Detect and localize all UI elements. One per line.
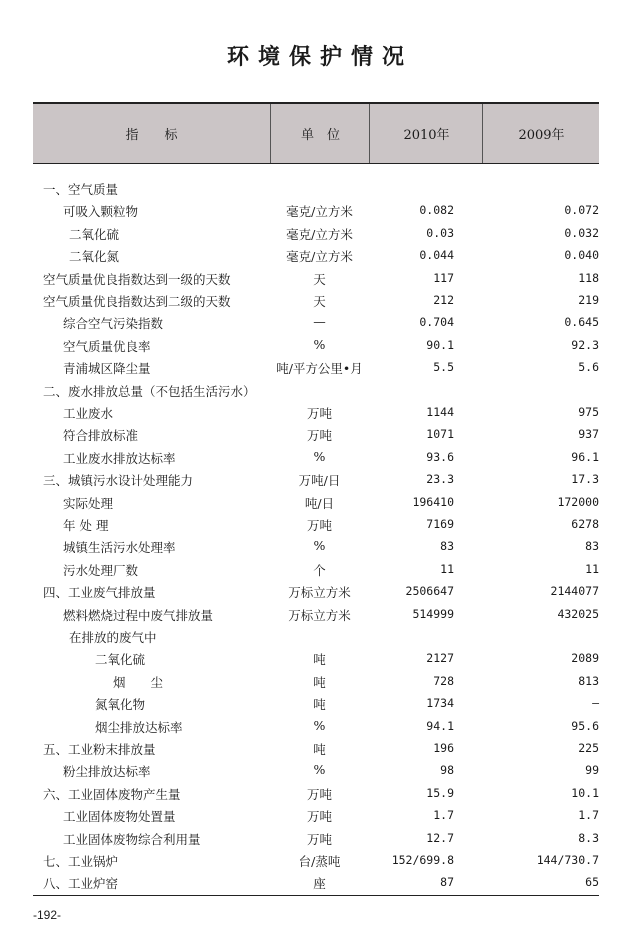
- row-value-2010: 23.3: [426, 472, 454, 487]
- table-row: [33, 715, 599, 737]
- row-indicator: 污水处理厂数: [63, 562, 139, 578]
- row-indicator: 工业固体废物综合利用量: [63, 831, 201, 847]
- table-row: [33, 244, 599, 266]
- row-value-2010: 2127: [426, 651, 454, 666]
- table-row: [33, 692, 599, 714]
- row-value-2009: 118: [578, 270, 599, 285]
- row-value-2009: 92.3: [571, 337, 599, 352]
- row-unit: 万吨: [306, 518, 332, 533]
- row-value-2009: 172000: [557, 494, 599, 509]
- row-value-2010: 0.082: [419, 203, 454, 218]
- row-value-2009: 8.3: [578, 830, 599, 845]
- row-unit: 座: [313, 876, 326, 892]
- row-indicator: 青浦城区降尘量: [63, 361, 151, 377]
- row-value-2010: 5.5: [433, 360, 454, 375]
- table-bottom-rule: [33, 895, 599, 896]
- row-value-2009: 11: [585, 561, 599, 576]
- row-value-2009: 144/730.7: [536, 853, 599, 867]
- row-indicator: 六、工业固体废物产生量: [43, 786, 181, 802]
- table-row: [33, 334, 599, 356]
- row-indicator: 工业废水排放达标率: [63, 450, 176, 466]
- table-row: [33, 199, 599, 221]
- row-indicator: 工业废水: [63, 406, 114, 421]
- row-value-2010: 12.7: [426, 830, 454, 845]
- row-unit: 万标立方米: [288, 585, 351, 601]
- row-value-2009: 17.3: [571, 472, 599, 487]
- row-indicator: 城镇生活污水处理率: [63, 540, 176, 556]
- table-row: [33, 782, 599, 804]
- row-indicator: 二、废水排放总量（不包括生活污水）: [43, 383, 256, 399]
- row-value-2010: 196: [433, 741, 454, 755]
- row-value-2009: 813: [578, 673, 599, 688]
- row-indicator: 空气质量优良率: [63, 338, 151, 354]
- row-unit: 毫克/立方米: [286, 204, 353, 220]
- row-indicator: 可吸入颗粒物: [63, 204, 139, 220]
- table-row: [33, 759, 599, 781]
- row-value-2009: 99: [585, 763, 599, 778]
- table-row: [33, 558, 599, 580]
- table-row: [33, 446, 599, 468]
- table-row: [33, 311, 599, 333]
- row-indicator: 五、工业粉末排放量: [43, 742, 156, 757]
- row-value-2010: 7169: [426, 517, 454, 531]
- row-value-2010: 2506647: [405, 584, 454, 599]
- row-unit: %: [313, 448, 326, 464]
- row-unit: 万吨/日: [298, 473, 341, 489]
- table-row: [33, 737, 599, 759]
- table-row: [33, 849, 599, 871]
- row-unit: 吨: [313, 742, 326, 757]
- row-indicator: 综合空气污染指数: [63, 316, 164, 332]
- row-value-2009: 975: [578, 405, 599, 419]
- table-header: [33, 104, 599, 164]
- row-value-2009: 225: [578, 741, 599, 755]
- row-value-2009: 0.072: [564, 203, 599, 218]
- header-year-2010: 2010年: [369, 104, 483, 163]
- row-value-2010: 196410: [412, 494, 454, 509]
- row-unit: 万吨: [306, 428, 332, 444]
- row-unit: 毫克/立方米: [286, 249, 353, 265]
- table-row: [33, 804, 599, 826]
- table-row: [33, 670, 599, 692]
- row-value-2010: 1734: [426, 696, 454, 711]
- row-value-2010: 15.9: [426, 785, 454, 800]
- row-value-2009: 0.645: [564, 315, 599, 330]
- row-value-2009: 10.1: [571, 785, 599, 800]
- row-unit: 万吨: [306, 809, 332, 825]
- row-indicator: 粉尘排放达标率: [63, 764, 151, 780]
- row-unit: 万标立方米: [288, 607, 351, 623]
- row-value-2010: 83: [440, 539, 454, 554]
- row-indicator: 空气质量优良指数达到二级的天数: [43, 294, 231, 309]
- table-row: [33, 535, 599, 557]
- table-row: [33, 827, 599, 849]
- row-value-2009: 2089: [571, 651, 599, 666]
- row-indicator: 工业固体废物处置量: [63, 809, 176, 825]
- row-indicator: 一、空气质量: [43, 182, 119, 197]
- row-value-2010: 0.03: [426, 225, 454, 240]
- table-row: [33, 177, 599, 199]
- row-indicator: 二氧化氮: [69, 249, 120, 265]
- table-row: [33, 580, 599, 602]
- row-unit: %: [313, 336, 326, 352]
- row-value-2009: 83: [585, 539, 599, 554]
- row-value-2010: 212: [433, 293, 454, 307]
- row-value-2009: 96.1: [571, 449, 599, 464]
- table-row: [33, 222, 599, 244]
- row-indicator: 氮氧化物: [95, 697, 146, 713]
- row-value-2009: 0.040: [564, 248, 599, 263]
- row-value-2009: 65: [585, 875, 599, 890]
- row-value-2009: 0.032: [564, 225, 599, 240]
- row-value-2010: 1071: [426, 427, 454, 442]
- row-value-2010: 728: [433, 673, 454, 688]
- row-value-2009: 95.6: [571, 718, 599, 733]
- row-unit: %: [313, 538, 326, 554]
- row-indicator: 二氧化硫: [69, 226, 120, 242]
- table-row: [33, 356, 599, 378]
- row-unit: 吨: [313, 652, 326, 668]
- row-indicator: 年 处 理: [63, 518, 109, 533]
- row-value-2010: 1144: [426, 405, 454, 419]
- row-unit: 万吨: [306, 786, 332, 802]
- page-number: -192-: [33, 908, 62, 922]
- row-unit: 台/蒸吨: [298, 854, 341, 869]
- table-row: [33, 871, 599, 893]
- table-row: [33, 625, 599, 647]
- row-unit: 毫克/立方米: [286, 226, 353, 242]
- header-year-2009: 2009年: [482, 104, 600, 163]
- row-value-2010: 117: [433, 270, 454, 285]
- row-indicator: 二氧化硫: [95, 652, 146, 668]
- row-value-2010: 87: [440, 875, 454, 890]
- row-value-2010: 0.704: [419, 315, 454, 330]
- row-value-2010: 11: [440, 561, 454, 576]
- row-unit: %: [313, 762, 326, 778]
- row-unit: 万吨: [306, 406, 332, 421]
- table-row: [33, 401, 599, 423]
- row-indicator: 八、工业炉窑: [43, 876, 119, 892]
- header-indicator: 指 标: [125, 128, 178, 143]
- table-row: [33, 491, 599, 513]
- row-value-2009: 2144077: [550, 584, 599, 599]
- row-value-2009: 432025: [557, 606, 599, 621]
- row-value-2009: 937: [578, 427, 599, 442]
- row-indicator: 七、工业锅炉: [43, 854, 119, 869]
- row-value-2009: 219: [578, 293, 599, 307]
- table-row: [33, 647, 599, 669]
- row-indicator: 燃料燃烧过程中废气排放量: [63, 607, 214, 623]
- row-indicator: 空气质量优良指数达到一级的天数: [43, 271, 231, 287]
- row-value-2010: 94.1: [426, 718, 454, 733]
- row-value-2010: 90.1: [426, 337, 454, 352]
- row-indicator: 四、工业废气排放量: [43, 585, 156, 601]
- row-value-2010: 93.6: [426, 449, 454, 464]
- row-value-2010: 152/699.8: [391, 853, 454, 867]
- row-unit: 吨: [313, 697, 326, 713]
- table-row: [33, 267, 599, 289]
- row-value-2010: 98: [440, 763, 454, 778]
- row-value-2010: 1.7: [433, 808, 454, 823]
- row-indicator: 三、城镇污水设计处理能力: [43, 473, 194, 489]
- table-row: [33, 423, 599, 445]
- row-unit: 天: [313, 294, 326, 309]
- row-unit: 吨/平方公里•月: [276, 361, 363, 377]
- table-row: [33, 513, 599, 535]
- row-indicator: 烟 尘: [113, 674, 164, 690]
- row-value-2009: —: [592, 696, 599, 711]
- row-indicator: 烟尘排放达标率: [95, 719, 183, 735]
- header-unit: 单 位: [270, 104, 370, 163]
- row-unit: 天: [313, 271, 326, 287]
- row-unit: —: [313, 314, 326, 330]
- table-row: [33, 379, 599, 401]
- row-unit: %: [313, 717, 326, 733]
- row-unit: 吨/日: [304, 495, 335, 511]
- row-indicator: 在排放的废气中: [69, 630, 157, 645]
- row-unit: 个: [313, 562, 326, 578]
- row-value-2009: 1.7: [578, 808, 599, 823]
- table-row: [33, 603, 599, 625]
- row-value-2009: 6278: [571, 517, 599, 531]
- table-row: [33, 468, 599, 490]
- row-value-2010: 514999: [412, 606, 454, 621]
- row-value-2010: 0.044: [419, 248, 454, 263]
- row-unit: 万吨: [306, 831, 332, 847]
- row-indicator: 实际处理: [63, 495, 114, 511]
- row-indicator: 符合排放标准: [63, 428, 139, 444]
- row-value-2009: 5.6: [578, 360, 599, 375]
- row-unit: 吨: [313, 674, 326, 690]
- table-row: [33, 289, 599, 311]
- page-title: 环境保护情况: [226, 44, 413, 70]
